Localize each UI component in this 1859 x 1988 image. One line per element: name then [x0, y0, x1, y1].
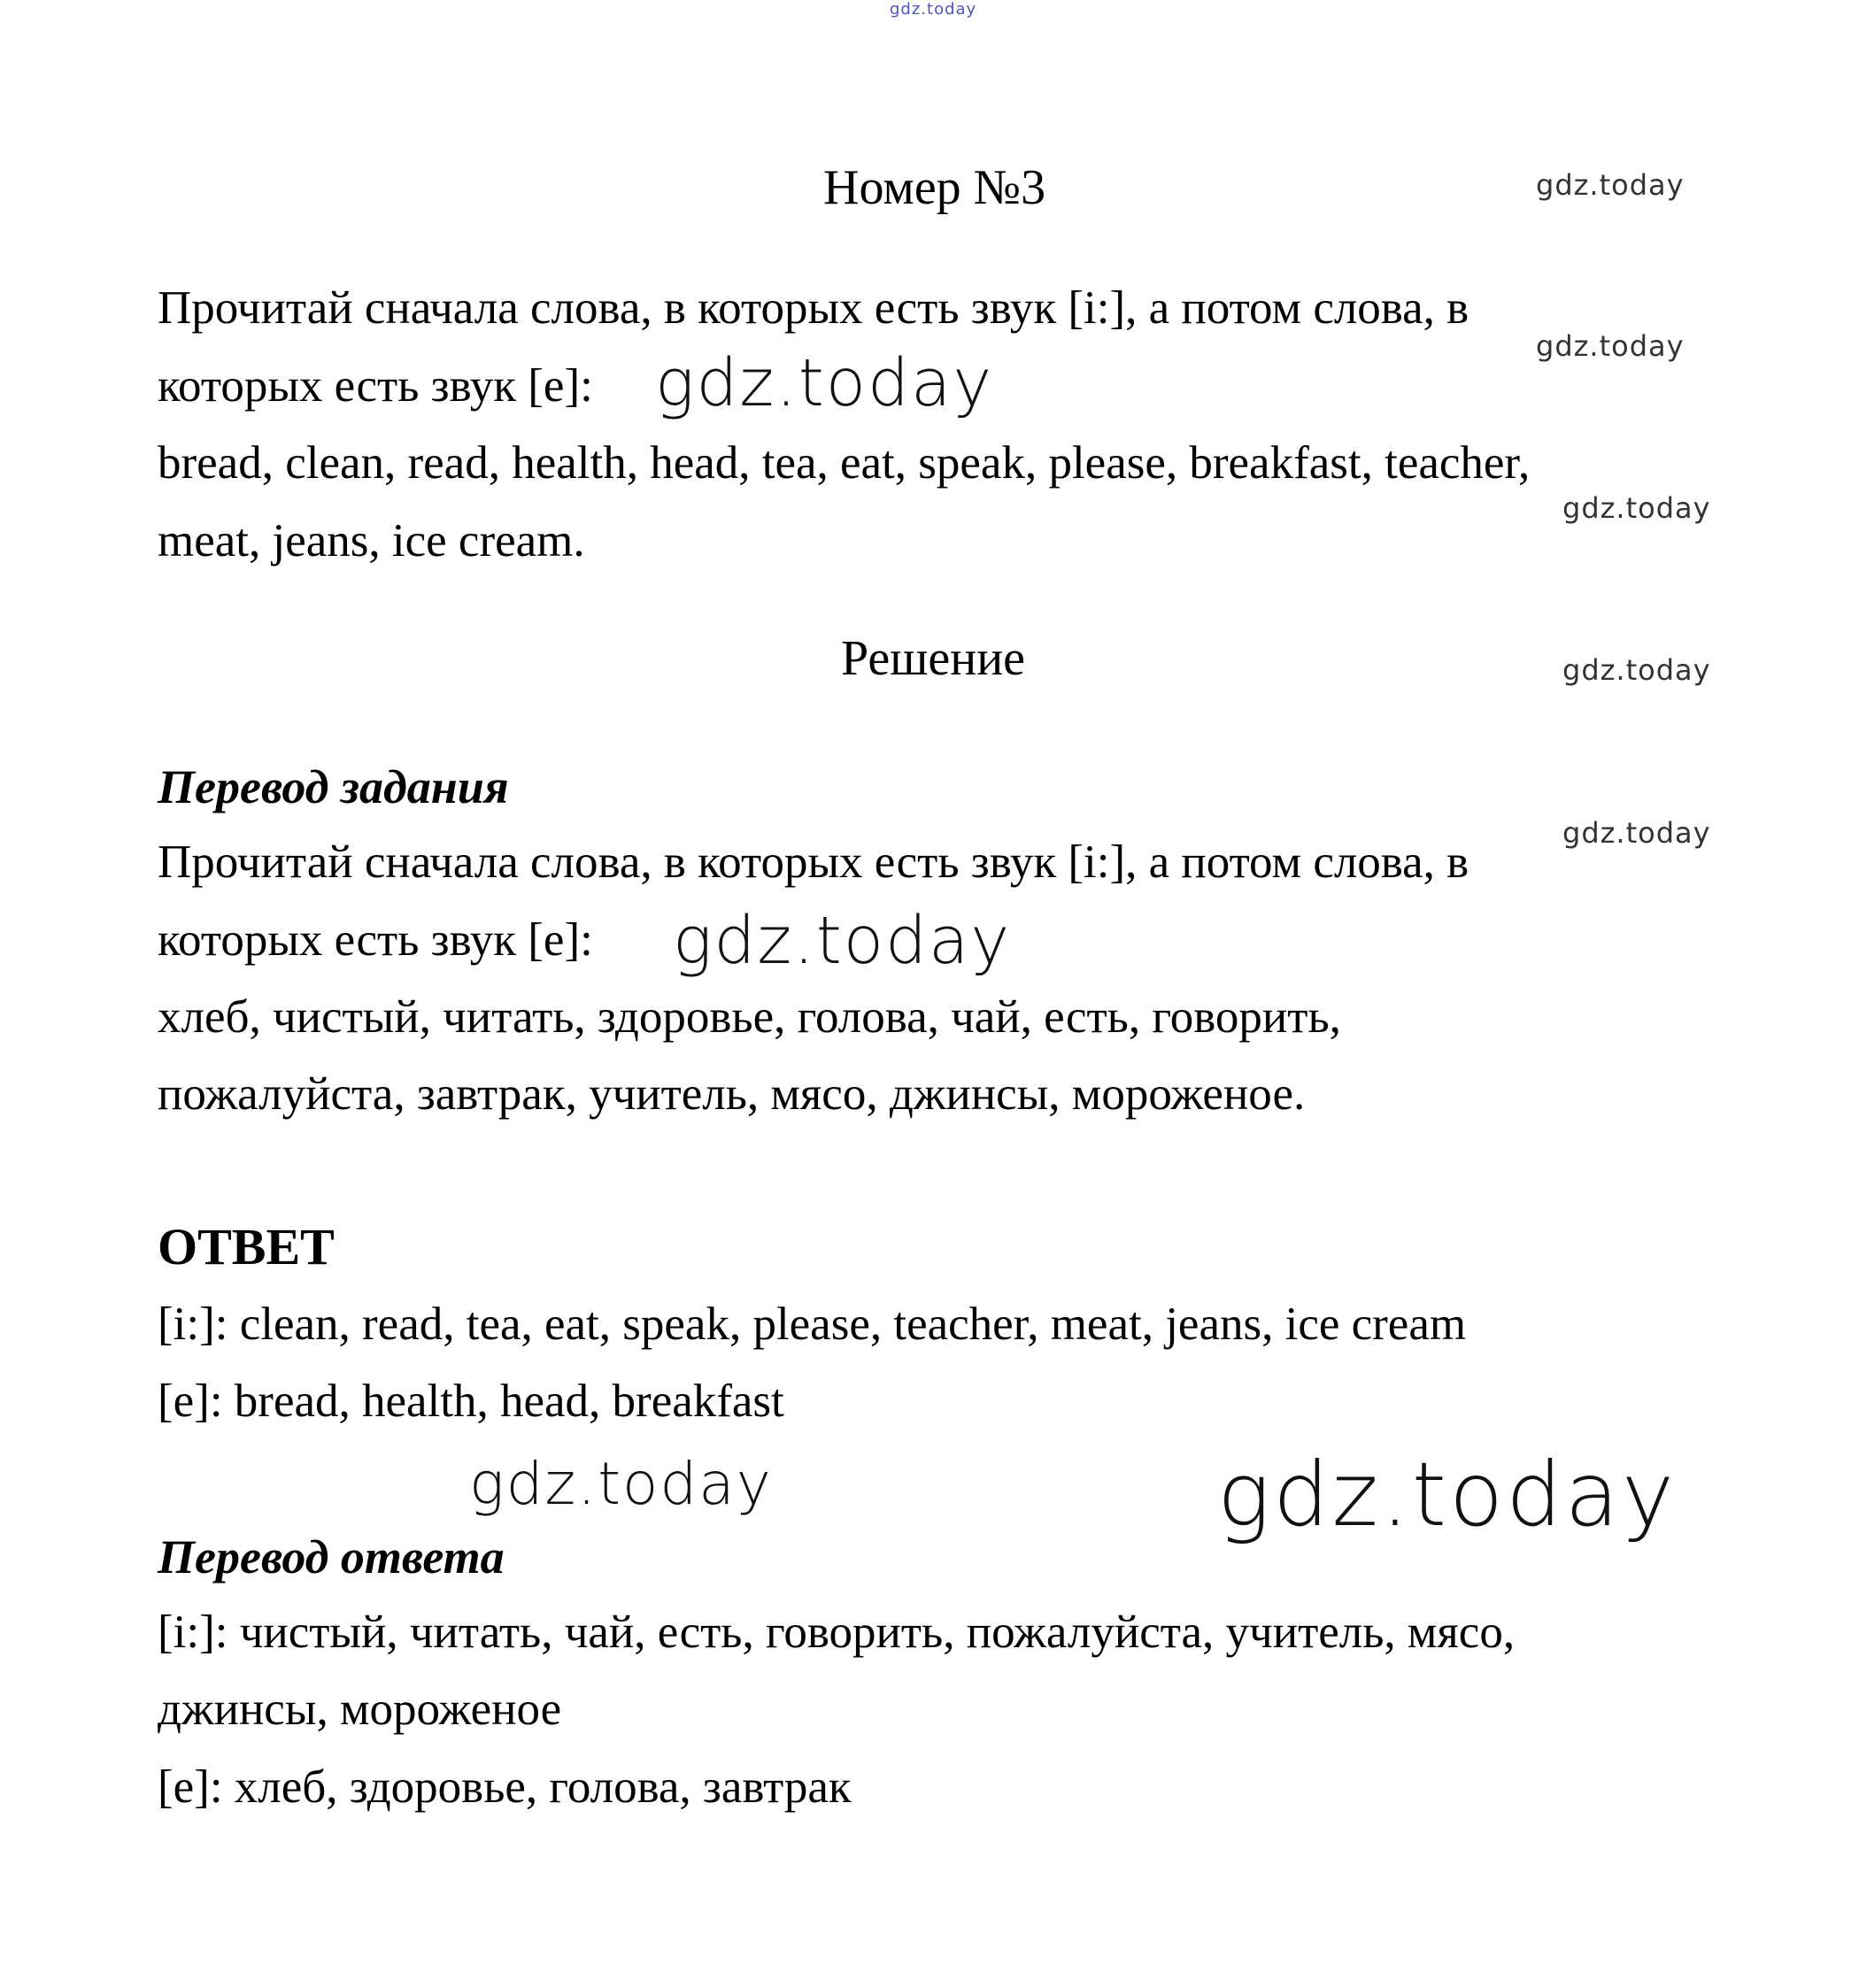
translation-line-2: которых есть звук [e]: — [158, 914, 593, 966]
watermark-medium: gdz.today — [469, 1450, 773, 1518]
answer-translation-heading: Перевод ответа — [158, 1530, 505, 1583]
answer-line-1: [i:]: clean, read, tea, eat, speak, please, teacher, meat, jeans, ice cream — [158, 1298, 1467, 1350]
watermark-small: gdz.today — [1562, 816, 1711, 850]
task-title: Номер №3 — [823, 160, 1046, 215]
answer-heading: ОТВЕТ — [158, 1218, 335, 1275]
solution-title: Решение — [841, 631, 1026, 686]
translation-line-3: хлеб, чистый, читать, здоровье, голова, чай, есть, говорить, — [158, 991, 1341, 1043]
watermark-medium: gdz.today — [655, 345, 994, 421]
translation-heading: Перевод задания — [158, 760, 509, 813]
task-line-3: bread, clean, read, health, head, tea, eat, speak, please, breakfast, teacher, — [158, 437, 1531, 489]
watermark-small: gdz.today — [1536, 329, 1685, 363]
answer-translation-line-1: [i:]: чистый, читать, чай, есть, говорить, пожалуйста, учитель, мясо, — [158, 1607, 1516, 1658]
watermark-small: gdz.today — [1562, 491, 1711, 525]
task-line-4: meat, jeans, ice cream. — [158, 515, 585, 566]
watermark-small: gdz.today — [1536, 168, 1685, 202]
task-line-1: Прочитай сначала слова, в которых есть звук [i:], а потом слова, в — [158, 282, 1469, 334]
watermark-top: gdz.today — [890, 0, 977, 19]
answer-translation-line-2: джинсы, мороженое — [158, 1684, 562, 1735]
watermark-large: gdz.today — [1217, 1443, 1678, 1546]
translation-line-1: Прочитай сначала слова, в которых есть звук [i:], а потом слова, в — [158, 836, 1469, 888]
watermark-small: gdz.today — [1562, 653, 1711, 687]
translation-line-4: пожалуйста, завтрак, учитель, мясо, джинсы, мороженое. — [158, 1068, 1306, 1120]
answer-translation-line-3: [e]: хлеб, здоровье, голова, завтрак — [158, 1761, 852, 1813]
watermark-medium: gdz.today — [673, 903, 1012, 979]
task-line-2: которых есть звук [e]: — [158, 360, 593, 412]
answer-line-2: [e]: bread, health, head, breakfast — [158, 1375, 784, 1427]
